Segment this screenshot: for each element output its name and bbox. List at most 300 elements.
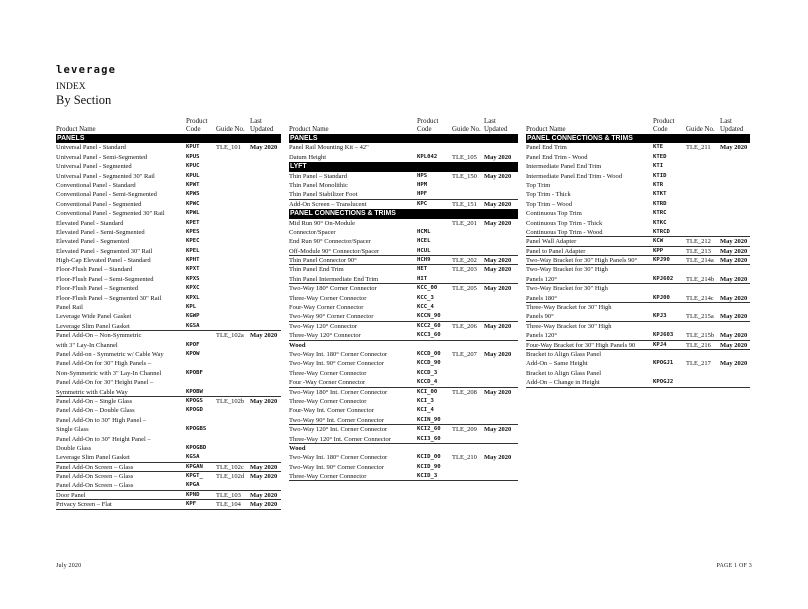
product-code: KPF [186, 501, 197, 508]
guide-number: TLE_150 [452, 172, 477, 180]
guide-number: TLE_105 [452, 153, 477, 161]
index-row [526, 162, 750, 171]
guide-number: TLE_211 [686, 144, 711, 152]
product-code: KPGT_ [186, 473, 203, 480]
index-row [56, 181, 281, 190]
product-code: KPOGD [186, 407, 203, 414]
product-name: Continuous Top Trim [526, 210, 582, 218]
last-updated-date: May 2020 [250, 491, 278, 499]
index-row [526, 322, 750, 331]
last-updated-date: May 2020 [484, 388, 512, 396]
index-row [56, 275, 281, 284]
product-name: Connector/Spacer [289, 228, 336, 236]
section-title: By Section [56, 93, 112, 107]
guide-number: TLE_102c [216, 463, 244, 471]
product-code: KPET [186, 219, 200, 226]
last-updated-date: May 2020 [484, 153, 512, 161]
brand-logo: leverage [56, 64, 117, 76]
index-row [289, 143, 518, 152]
column-header [526, 116, 750, 134]
guide-number: TLE_102a [216, 332, 244, 340]
product-code: KGWP [186, 313, 200, 320]
last-updated-date: May 2020 [720, 247, 748, 255]
product-name: Panel Add-On to 30" Height Panel – [56, 435, 151, 443]
index-row [56, 378, 281, 387]
product-code: KPOGJ2 [653, 379, 674, 386]
index-row [56, 388, 281, 397]
product-code: KPOBF [186, 369, 203, 376]
product-code: KTE [653, 144, 664, 151]
product-name: Bracket to Align Glass Panel [526, 369, 602, 377]
index-row [289, 172, 518, 181]
product-name: Thin Panel Intermediate End Trim [289, 275, 379, 283]
index-row [56, 284, 281, 293]
guide-number: TLE_213 [686, 247, 711, 255]
product-name: Thin Panel Stabilizer Foot [289, 191, 358, 199]
product-name: Two-Way 180° Corner Connector [289, 285, 377, 293]
product-name: Panels 90° [526, 313, 554, 321]
guide-number: TLE_203 [452, 266, 477, 274]
product-code: KPJ00 [653, 294, 670, 301]
product-name: Floor-Flush Panel – Segmented [56, 285, 139, 293]
header-product-name: Product Name [56, 125, 96, 133]
product-name: Thin Panel Monolithic [289, 181, 348, 189]
product-code: HCUL [417, 247, 431, 254]
product-name: Top Trim [526, 181, 551, 189]
product-name: Panel Add-On – Non-Symmetric [56, 332, 142, 340]
product-name: Bracket to Align Glass Panel [526, 350, 602, 358]
index-row [289, 265, 518, 274]
index-row [56, 190, 281, 199]
product-code: KCW [653, 238, 664, 245]
product-name: Intermediate Panel End Trim [526, 163, 602, 171]
index-row [526, 219, 750, 228]
guide-number: TLE_103 [216, 491, 241, 499]
product-name: Elevated Panel - Semi-Segmented [56, 228, 145, 236]
index-row [56, 162, 281, 171]
product-code: KPWS [186, 191, 200, 198]
product-code: KCCD_3 [417, 369, 438, 376]
index-row [289, 425, 518, 434]
index-row [56, 350, 281, 359]
index-column-2 [289, 116, 518, 481]
index-row [526, 190, 750, 199]
guide-number: TLE_104 [216, 501, 241, 509]
product-code: KPXL [186, 294, 200, 301]
index-row [56, 237, 281, 246]
header-product-name: Product Name [289, 125, 329, 133]
product-code: KPXS [186, 275, 200, 282]
index-row [56, 453, 281, 462]
product-code: KCC2_60 [417, 322, 441, 329]
index-row [56, 463, 281, 472]
product-code: KCIN_90 [417, 416, 441, 423]
index-row [56, 312, 281, 321]
product-code: KPJ603 [653, 332, 674, 339]
guide-number: TLE_216 [686, 341, 711, 349]
product-code: KGSA [186, 322, 200, 329]
index-row [526, 284, 750, 293]
product-code: KCI2_60 [417, 426, 441, 433]
product-code: KCC3_60 [417, 332, 441, 339]
index-row [56, 303, 281, 312]
last-updated-date: May 2020 [484, 285, 512, 293]
product-code: KPJ90 [653, 257, 670, 264]
last-updated-date: May 2020 [720, 294, 748, 302]
product-code: KPUL [186, 172, 200, 179]
product-code: KPXT [186, 266, 200, 273]
product-code: KPGA [186, 482, 200, 489]
guide-number: TLE_209 [452, 426, 477, 434]
last-updated-date: May 2020 [484, 172, 512, 180]
product-code: KPND [186, 491, 200, 498]
index-row [526, 350, 750, 359]
product-name: Panels 120° [526, 332, 557, 340]
product-code: KCCD_4 [417, 379, 438, 386]
column-header [289, 116, 518, 134]
product-name: Add-On – Change in Height [526, 379, 600, 387]
index-row [526, 153, 750, 162]
index-row [526, 256, 750, 265]
index-row [289, 322, 518, 331]
product-code: KGSA [186, 454, 200, 461]
index-row [56, 219, 281, 228]
index-row [289, 181, 518, 190]
product-name: Conventional Panel - Standard [56, 181, 136, 189]
index-row [56, 500, 281, 509]
product-name: Elevated Panel - Standard [56, 219, 124, 227]
last-updated-date: May 2020 [720, 144, 748, 152]
index-row [56, 444, 281, 453]
product-code: HCEL [417, 238, 431, 245]
product-code: KCID_00 [417, 454, 441, 461]
product-code: KTKT [653, 191, 667, 198]
index-row [289, 416, 518, 425]
product-code: KCI_4 [417, 407, 434, 414]
product-name: Three-Way 120° Int. Corner Connector [289, 435, 391, 443]
product-code: HPS [417, 172, 428, 179]
product-name: Datum Height [289, 153, 327, 161]
product-code: KTI [653, 163, 664, 170]
guide-number: TLE_215b [686, 332, 715, 340]
index-row [526, 303, 750, 312]
guide-number: TLE_202 [452, 257, 477, 265]
last-updated-date: May 2020 [720, 332, 748, 340]
index-row [289, 472, 518, 481]
last-updated-date: May 2020 [484, 219, 512, 227]
product-code: KPOGJ1 [653, 360, 674, 367]
product-name: Universal Panel - Segmented [56, 163, 132, 171]
product-name: Three-Way Corner Connector [289, 369, 367, 377]
product-code: HPF [417, 191, 428, 198]
index-row [56, 200, 281, 209]
index-row [56, 143, 281, 152]
product-name: Mid Run 90° On-Module [289, 219, 355, 227]
index-row [526, 228, 750, 237]
index-row [56, 172, 281, 181]
product-name: Leverage Wide Panel Gasket [56, 313, 132, 321]
product-name: Universal Panel - Segmented 30" Rail [56, 172, 155, 180]
section-heading-bar: PANELS [56, 134, 281, 143]
index-row [526, 312, 750, 321]
footer-date: July 2020 [56, 563, 82, 569]
index-row [526, 265, 750, 274]
index-label: INDEX [56, 82, 86, 92]
index-row [526, 341, 750, 350]
index-row [56, 359, 281, 368]
product-name: Intermediate Panel End Trim - Wood [526, 172, 622, 180]
index-row [526, 247, 750, 256]
index-row [526, 237, 750, 246]
index-row [289, 388, 518, 397]
product-name: Panel Add-On – Single Glass [56, 397, 133, 405]
product-code: KPUC [186, 163, 200, 170]
product-code: KPOGBD [186, 444, 207, 451]
product-code: KPHT [186, 257, 200, 264]
product-name: Three-Way 120° Connector [289, 332, 361, 340]
product-name: Panel Add-On for 30" High Panels – [56, 360, 152, 368]
product-name: Leverage Slim Panel Gasket [56, 454, 130, 462]
index-row [289, 312, 518, 321]
guide-number: TLE_208 [452, 388, 477, 396]
product-name: Two-Way 90° Corner Connector [289, 313, 374, 321]
product-code: KPEL [186, 247, 200, 254]
header-last-updated: Last Updated [720, 118, 744, 133]
product-code: KPWT [186, 181, 200, 188]
product-name: Three-Way Corner Connector [289, 473, 367, 481]
last-updated-date: May 2020 [250, 397, 278, 405]
last-updated-date: May 2020 [250, 332, 278, 340]
product-name: Privacy Screen – Flat [56, 501, 112, 509]
product-name: Two-Way 120° Connector [289, 322, 358, 330]
section-heading-bar: PANEL CONNECTIONS & TRIMS [289, 209, 518, 218]
index-row [526, 172, 750, 181]
product-name: Off-Module 90° Connector/Spacer [289, 247, 380, 255]
last-updated-date: May 2020 [250, 144, 278, 152]
product-name: Floor-Flush Panel – Semi-Segmented [56, 275, 154, 283]
index-row [289, 275, 518, 284]
product-name: Add-On Screen – Translucent [289, 200, 367, 208]
guide-number: TLE_210 [452, 454, 477, 462]
product-name: Panels 180° [526, 294, 557, 302]
product-code: KCC_4 [417, 304, 434, 311]
header-product-name: Product Name [526, 125, 566, 133]
index-row [56, 209, 281, 218]
product-code: KCC_00 [417, 285, 438, 292]
product-name: Floor-Flush Panel – Standard [56, 266, 133, 274]
guide-number: TLE_206 [452, 322, 477, 330]
product-name: Two-Way 180° Int. Corner Connector [289, 388, 388, 396]
index-row [526, 275, 750, 284]
product-code: KCI_3 [417, 397, 434, 404]
product-name: Universal Panel - Standard [56, 144, 126, 152]
section-heading-bar: PANEL CONNECTIONS & TRIMS [526, 134, 750, 143]
header-product-code: Product Code [186, 118, 208, 133]
index-row [56, 294, 281, 303]
product-code: KTRD [653, 200, 667, 207]
product-code: HCH9 [417, 257, 431, 264]
last-updated-date: May 2020 [250, 501, 278, 509]
product-code: KTR [653, 181, 664, 188]
product-code: KTRC [653, 210, 667, 217]
last-updated-date: May 2020 [484, 322, 512, 330]
product-name: Panel End Trim [526, 144, 567, 152]
product-name: Elevated Panel - Segmented 30" Rail [56, 247, 153, 255]
index-row [289, 359, 518, 368]
product-name: Universal Panel - Semi-Segmented [56, 153, 148, 161]
index-row [289, 190, 518, 199]
product-name: Thin Panel – Standard [289, 172, 347, 180]
product-name: Panel Add-On – Double Glass [56, 407, 135, 415]
index-row [289, 256, 518, 265]
header-guide-no: Guide No. [216, 125, 245, 133]
product-code: HIT [417, 275, 428, 282]
guide-number: TLE_205 [452, 285, 477, 293]
product-name: Leverage Slim Panel Gasket [56, 322, 130, 330]
index-row [56, 472, 281, 481]
product-name: Three-Way Bracket for 30" High [526, 304, 612, 312]
product-name: Two-Way Bracket for 30" High [526, 285, 608, 293]
product-name: Thin Panel End Trim [289, 266, 344, 274]
index-row [56, 322, 281, 331]
guide-number: TLE_151 [452, 200, 477, 208]
index-row [526, 378, 750, 387]
product-code: KPC [417, 200, 428, 207]
index-row [289, 435, 518, 444]
product-code: HET [417, 266, 428, 273]
last-updated-date: May 2020 [720, 341, 748, 349]
product-code: KPOBW [186, 388, 203, 395]
product-name: Panels 120° [526, 275, 557, 283]
product-name: Two-Way Bracket for 30" High Panels 90° [526, 257, 638, 265]
guide-number: TLE_214c [686, 294, 714, 302]
product-name: Panel Add-On Screen – Glass [56, 482, 134, 490]
last-updated-date: May 2020 [720, 257, 748, 265]
product-name: Double Glass [56, 444, 92, 452]
guide-number: TLE_201 [452, 219, 477, 227]
footer-page-number: PAGE 1 OF 3 [716, 563, 752, 569]
product-name: Elevated Panel - Segmented [56, 238, 130, 246]
header-last-updated: Last Updated [250, 118, 274, 133]
last-updated-date: May 2020 [720, 360, 748, 368]
product-name: Conventional Panel - Segmented 30" Rail [56, 210, 165, 218]
product-name: Panel End Trim - Wood [526, 153, 588, 161]
product-code: KPEC [186, 238, 200, 245]
guide-number: TLE_214a [686, 257, 714, 265]
index-row [56, 331, 281, 340]
product-name: Continuous Top Trim - Thick [526, 219, 603, 227]
index-row [526, 143, 750, 152]
product-name: Panel Add-On to 30" High Panel – [56, 416, 147, 424]
column-header [56, 116, 281, 134]
index-row [56, 256, 281, 265]
product-code: KCID_3 [417, 473, 438, 480]
product-name: Two-Way Int. 180° Corner Connector [289, 454, 388, 462]
product-code: KPJ3 [653, 313, 667, 320]
index-row [526, 200, 750, 209]
product-code: KCI_00 [417, 388, 438, 395]
product-code: KPXC [186, 285, 200, 292]
product-name: Continuous Top Trim - Wood [526, 228, 603, 236]
product-code: KTKC [653, 219, 667, 226]
last-updated-date: May 2020 [720, 313, 748, 321]
product-name: Top Trim - Thick [526, 191, 571, 199]
index-row [56, 228, 281, 237]
product-name: Floor-Flush Panel – Segmented 30" Rail [56, 294, 162, 302]
product-code: KPES [186, 228, 200, 235]
guide-number: TLE_207 [452, 350, 477, 358]
product-name: Four -Way Corner Connector [289, 379, 366, 387]
index-row [289, 331, 518, 340]
header-product-code: Product Code [653, 118, 675, 133]
product-code: KCCD_90 [417, 360, 441, 367]
index-row [289, 378, 518, 387]
product-name: Four-Way Bracket for 30" High Panels 90 [526, 341, 636, 349]
product-name: Two-Way 90° Int. Corner Connector [289, 416, 384, 424]
product-name: Panel Add-on - Symmetric w/ Cable Way [56, 350, 164, 358]
product-name: Panel Rail [56, 304, 83, 312]
last-updated-date: May 2020 [484, 257, 512, 265]
guide-number: TLE_101 [216, 144, 241, 152]
product-code: KPL [186, 304, 197, 311]
index-row [289, 247, 518, 256]
guide-number: TLE_212 [686, 238, 711, 246]
product-code: KPJ4 [653, 341, 667, 348]
index-row [289, 237, 518, 246]
product-code: KCID_90 [417, 463, 441, 470]
product-name: Four-Way Corner Connector [289, 304, 364, 312]
product-name: Two-Way 120° Int. Corner Connector [289, 426, 388, 434]
product-name: Four-Way Int. Corner Connector [289, 407, 374, 415]
index-column-1 [56, 116, 281, 510]
product-name: Top Trim – Wood [526, 200, 573, 208]
product-name: Panel Add-On Screen – Glass [56, 473, 134, 481]
product-code: KPOW [186, 350, 200, 357]
index-row [56, 369, 281, 378]
index-row [56, 491, 281, 500]
product-name: Two-Way Bracket for 30" High [526, 266, 608, 274]
product-name: Add-On – Same Height [526, 360, 588, 368]
product-code: KCI3_60 [417, 435, 441, 442]
product-name: Panel Add-On Screen – Glass [56, 463, 134, 471]
index-row [526, 294, 750, 303]
product-code: KTID [653, 172, 667, 179]
header-product-code: Product Code [417, 118, 439, 133]
product-name: End Run 90° Connector/Spacer [289, 238, 371, 246]
last-updated-date: May 2020 [484, 426, 512, 434]
product-code: HPM [417, 181, 428, 188]
product-code: KPOF [186, 341, 200, 348]
last-updated-date: May 2020 [484, 266, 512, 274]
index-row [56, 416, 281, 425]
index-row [56, 247, 281, 256]
product-code: KPWL [186, 210, 200, 217]
product-name: Non-Symmetric with 3" Lay-In Channel [56, 369, 162, 377]
product-name: Thin Panel Connector 90° [289, 257, 357, 265]
product-code: HCML [417, 228, 431, 235]
product-code: KCC_3 [417, 294, 434, 301]
index-row [56, 435, 281, 444]
product-code: KPGAN [186, 463, 203, 470]
last-updated-date: May 2020 [720, 238, 748, 246]
product-code: KPUT [186, 144, 200, 151]
product-name: Conventional Panel - Segmented [56, 200, 142, 208]
last-updated-date: May 2020 [250, 463, 278, 471]
subsection-heading: Wood [289, 341, 306, 349]
guide-number: TLE_217 [686, 360, 711, 368]
index-row [56, 153, 281, 162]
index-row [526, 331, 750, 340]
